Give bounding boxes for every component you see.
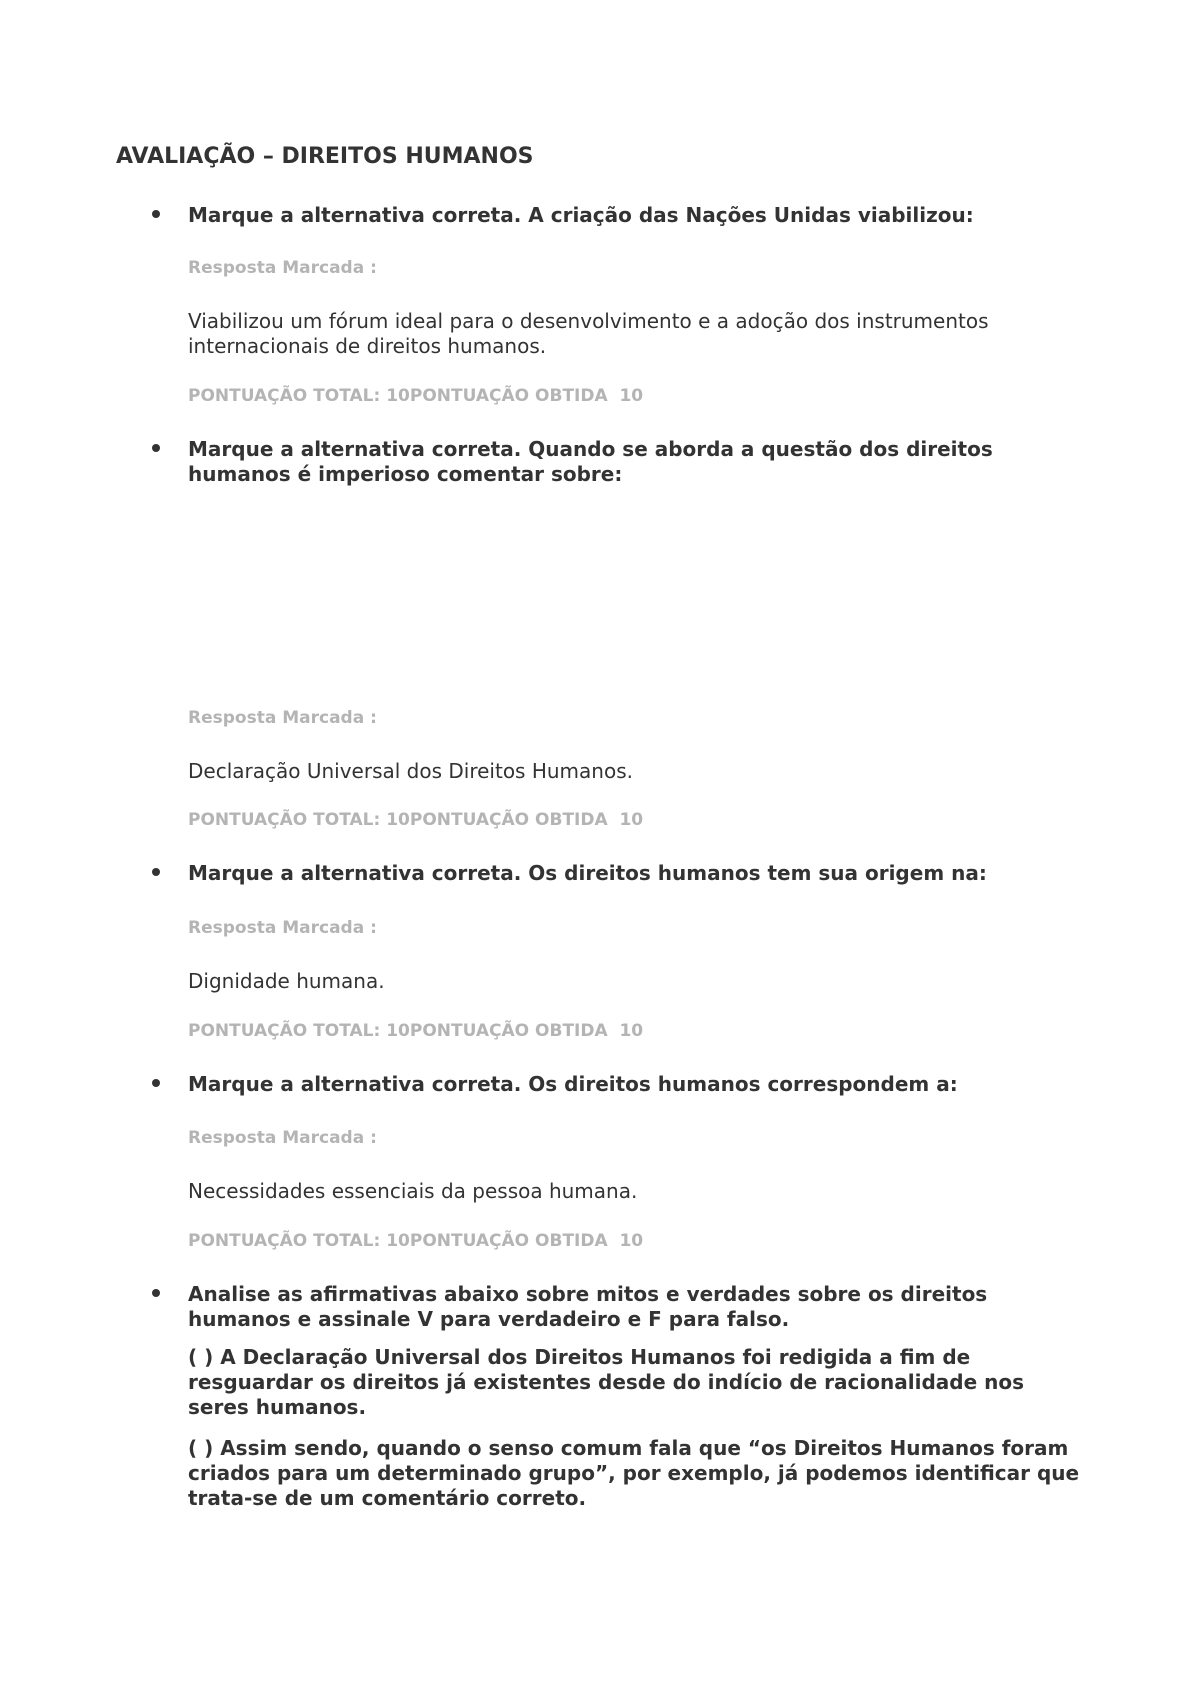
page-title: AVALIAÇÃO – DIREITOS HUMANOS xyxy=(116,144,534,169)
bullet-icon xyxy=(152,444,160,452)
question-1-text: Marque a alternativa correta. A criação das Nações Unidas viabilizou: xyxy=(188,203,974,227)
question-1-answer-label: Resposta Marcada : xyxy=(188,258,377,278)
question-4-answer-label: Resposta Marcada : xyxy=(188,1128,377,1148)
question-3-answer: Dignidade humana. xyxy=(188,969,385,993)
question-1-answer: Viabilizou um fórum ideal para o desenvolvimento e a adoção dos instrumentos internacionais de direitos humanos. xyxy=(188,309,989,358)
question-2-text: Marque a alternativa correta. Quando se aborda a questão dos direitos humanos é imperioso comentar sobre: xyxy=(188,437,993,486)
question-2-answer-label: Resposta Marcada : xyxy=(188,708,377,728)
question-3-text: Marque a alternativa correta. Os direitos humanos tem sua origem na: xyxy=(188,861,987,885)
question-5-statement-2: ( ) Assim sendo, quando o senso comum fala que “os Direitos Humanos foram criados para um determinado grupo”, por exemplo, já podemos identificar que trata-se de um comentário correto. xyxy=(188,1436,1080,1510)
question-4-answer: Necessidades essenciais da pessoa humana. xyxy=(188,1179,638,1203)
question-1-score: PONTUAÇÃO TOTAL: 10PONTUAÇÃO OBTIDA 10 xyxy=(188,386,644,406)
question-4-score: PONTUAÇÃO TOTAL: 10PONTUAÇÃO OBTIDA 10 xyxy=(188,1231,644,1251)
bullet-icon xyxy=(152,1289,160,1297)
question-3-answer-label: Resposta Marcada : xyxy=(188,918,377,938)
question-2-answer: Declaração Universal dos Direitos Humanos. xyxy=(188,759,633,783)
question-2-score: PONTUAÇÃO TOTAL: 10PONTUAÇÃO OBTIDA 10 xyxy=(188,810,644,830)
question-5-text: Analise as afirmativas abaixo sobre mitos e verdades sobre os direitos humanos e assinale V para verdadeiro e F para falso. xyxy=(188,1282,988,1331)
question-5-statement-1: ( ) A Declaração Universal dos Direitos Humanos foi redigida a fim de resguardar os direitos já existentes desde do indício de racionalidade nos seres humanos. xyxy=(188,1345,1024,1419)
bullet-icon xyxy=(152,1079,160,1087)
question-4-text: Marque a alternativa correta. Os direitos humanos correspondem a: xyxy=(188,1072,958,1096)
bullet-icon xyxy=(152,868,160,876)
bullet-icon xyxy=(152,210,160,218)
question-3-score: PONTUAÇÃO TOTAL: 10PONTUAÇÃO OBTIDA 10 xyxy=(188,1021,644,1041)
